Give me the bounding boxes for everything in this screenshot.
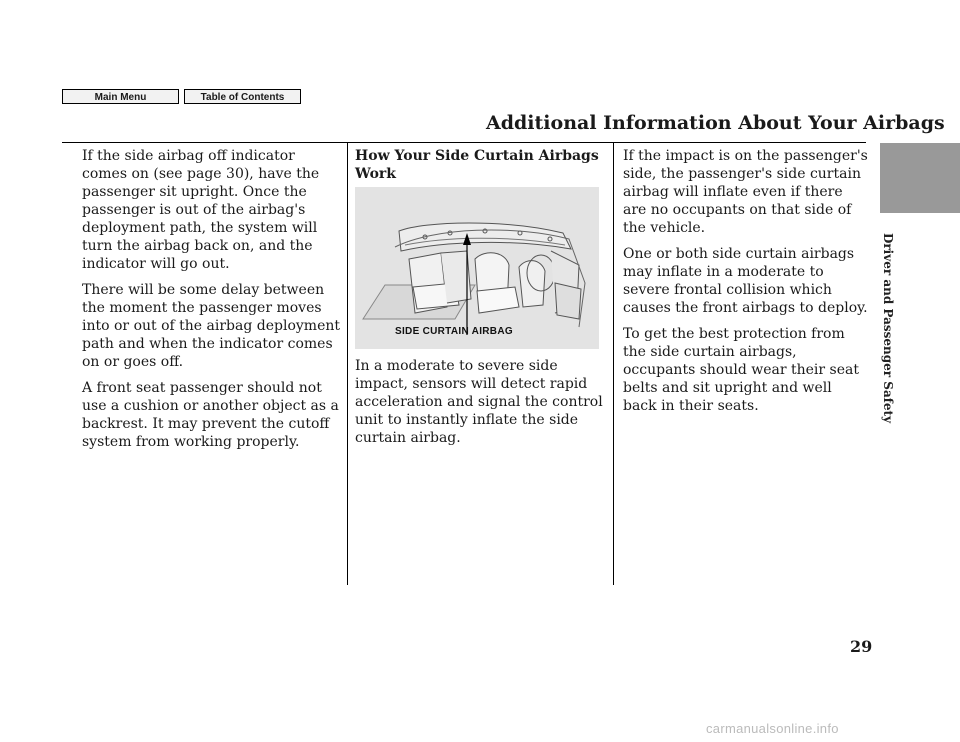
- section-heading: How Your Side Curtain Airbags Work: [355, 148, 599, 182]
- column-3: [623, 147, 868, 423]
- column-divider-2: [613, 143, 614, 585]
- paragraph: There will be some delay between the moment the passenger moves into or out of the airbag deployment path and when the indicator comes on or goes off.: [82, 282, 340, 370]
- figure-caption: SIDE CURTAIN AIRBAG: [395, 326, 513, 337]
- column-divider-1: [347, 143, 348, 585]
- watermark: carmanualsonline.info: [706, 721, 839, 736]
- side-curtain-airbag-illustration: [355, 187, 599, 349]
- column-1: [82, 147, 340, 459]
- paragraph: A front seat passenger should not use a cushion or another object as a backrest. It may prevent the cutoff system from working properly.: [82, 380, 339, 450]
- section-tab: [880, 143, 960, 213]
- paragraph: One or both side curtain airbags may inflate in a moderate to severe frontal collision which causes the front airbags to deploy.: [623, 246, 868, 316]
- page-number: 29: [850, 637, 873, 656]
- paragraph: If the side airbag off indicator comes on (see page 30), have the passenger sit upright. Once the passenger is out of the airbag's deployment path, the system will turn the airbag back on, and the indicator will go out.: [82, 148, 320, 272]
- section-label: Driver and Passenger Safety: [881, 232, 895, 424]
- paragraph: In a moderate to severe side impact, sensors will detect rapid acceleration and signal the control unit to instantly inflate the side curtain airbag.: [355, 358, 603, 446]
- table-of-contents-button[interactable]: Table of Contents: [184, 89, 301, 104]
- header-divider: [62, 142, 866, 143]
- paragraph: If the impact is on the passenger's side, the passenger's side curtain airbag will inflate even if there are no occupants on that side of the vehicle.: [623, 148, 868, 236]
- paragraph: To get the best protection from the side curtain airbags, occupants should wear their seat belts and sit upright and well back in their seats.: [623, 326, 859, 414]
- main-menu-button[interactable]: Main Menu: [62, 89, 179, 104]
- page-title: Additional Information About Your Airbags: [486, 112, 945, 134]
- column-2: [355, 147, 605, 455]
